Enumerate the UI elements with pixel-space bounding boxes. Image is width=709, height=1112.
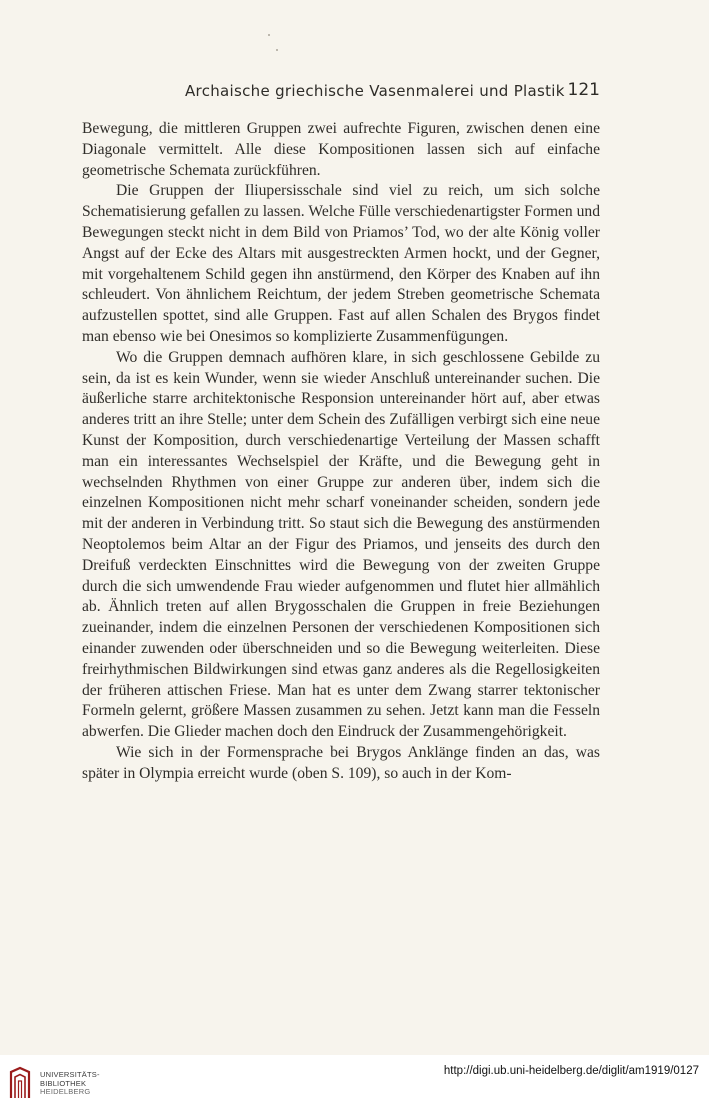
library-logo-text [40, 1071, 100, 1097]
page-number: 121 [567, 80, 600, 100]
viewer-footer [0, 1055, 709, 1112]
paragraph: Wo die Gruppen demnach aufhören klare, in sich geschlossene Gebilde zu sein, da ist es kein Wunder, wenn sie wieder Anschluß untereinander suchen. Die äußerliche starre architektonische Responsion untereinander hört auf, aber etwas anderes tritt an ihre Stelle; unter dem Schein des Zufälligen verbirgt sich eine neue Kunst der Komposition, durch verschiedenartige Verteilung der Massen schafft man ein interessantes Wechselspiel der Kräfte, und die Bewegung geht in wechselnden Rhythmen von einer Gruppe zur anderen über, indem sich die einzelnen Kompositionen nicht mehr scharf voneinander scheiden, sondern jede mit der anderen in Verbindung tritt. So staut sich die Bewegung des anstürmenden Neoptolemos beim Altar an der Figur des Priamos, und jenseits des durch den Dreifuß verdeckten Einschnittes wird die Bewegung von der zweiten Gruppe durch die sich umwendende Frau wieder aufgenommen und flutet hier allmählich ab. Ähnlich treten auf allen Brygosschalen die Gruppen in freie Beziehungen zueinander, indem die einzelnen Personen der verschiedenen Kompositionen sich einander zuwenden oder überschneiden und so die Bewegung weiterleiten. Diese freirhythmischen Bildwirkungen sind etwas ganz anderes als die Regellosigkeiten der früheren attischen Friese. Man hat es unter dem Zwang starrer tektonischer Formeln gelernt, größere Massen zusammen zu sehen. Jetzt kann man die Fesseln abwerfen. Die Glieder machen doch den Eindruck der Zusammengehörigkeit. [82, 348, 600, 741]
running-title: Archaische griechische Vasenmalerei und Plastik [185, 82, 565, 100]
paragraph: Bewegung, die mittleren Gruppen zwei aufrechte Figuren, zwischen denen eine Diagonale vermittelt. Alle diese Kompositionen lassen sich auf einfache geometrische Schemata zurückführen. [82, 120, 600, 179]
body-text [82, 119, 600, 785]
logo-line: HEIDELBERG [40, 1087, 91, 1097]
logo-line: BIBLIOTHEK [40, 1078, 87, 1088]
paragraph: Wie sich in der Formensprache bei Brygos Anklänge finden an das, was später in Olympia erreicht wurde (oben S. 109), so auch in der Kom- [82, 743, 600, 782]
paragraph: Die Gruppen der Iliupersisschale sind viel zu reich, um sich solche Schematisierung gefallen zu lassen. Welche Fülle verschiedenartigster Formen und Bewegungen steckt nicht in dem Bild von Priamos’ Tod, wo der alte König voller Angst auf der Ecke des Altars mit ausgestreckten Armen hockt, und der Gegner, mit vorgehaltenem Schild gegen ihn anstürmend, den Körper des Knaben auf ihn schleudert. Von ähnlichem Reichtum, der jedem Streben geometrische Schemata aufzustellen spottet, sind alle Gruppen. Fast auf allen Schalen des Brygos findet man ebenso wie bei Onesimos so komplizierte Zusammenfügungen. [82, 182, 600, 345]
logo-line: UNIVERSITÄTS- [40, 1070, 100, 1079]
page-header [82, 80, 600, 104]
university-seal-icon [7, 1066, 33, 1100]
scan-speck [268, 34, 270, 36]
scan-speck [276, 49, 278, 51]
source-url-link[interactable]: http://digi.ub.uni-heidelberg.de/diglit/am1919/0127 [443, 1065, 699, 1077]
